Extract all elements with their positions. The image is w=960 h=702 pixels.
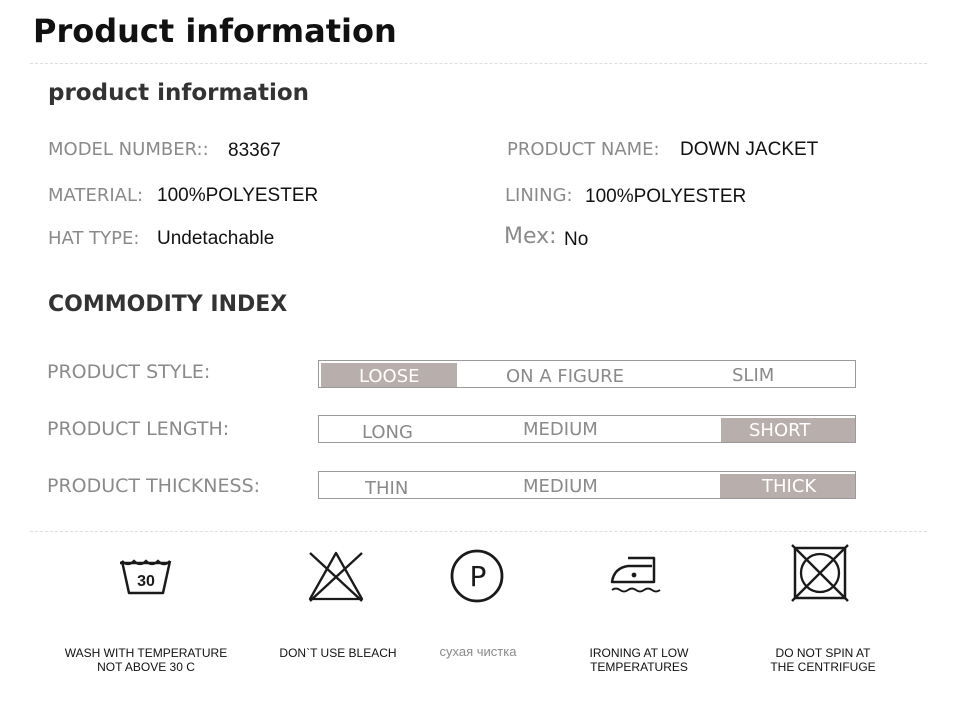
style-option-on-a-figure: ON A FIGURE (506, 366, 625, 387)
lining-value: 100%POLYESTER (585, 186, 747, 207)
thickness-option-thin: THIN (365, 478, 409, 499)
thickness-option-medium: MEDIUM (523, 476, 598, 497)
care-divider (30, 531, 927, 532)
product-length-label: PRODUCT LENGTH: (47, 418, 230, 440)
product-thickness-scale (318, 471, 856, 499)
product-name-value: DOWN JACKET (680, 139, 819, 160)
svg-text:P: P (469, 560, 487, 593)
lining-label: LINING: (505, 185, 573, 206)
care-caption-bleach: DON`T USE BLEACH (279, 646, 397, 660)
mex-label: Mex: (504, 224, 557, 249)
length-option-short: SHORT (721, 418, 855, 442)
product-style-scale (318, 360, 856, 388)
product-info-heading: product information (48, 80, 310, 106)
care-caption-wash: WASH WITH TEMPERATURE NOT ABOVE 30 C (64, 646, 228, 674)
dry-clean-p-icon (445, 544, 509, 608)
commodity-index-heading: COMMODITY INDEX (48, 292, 288, 317)
model-number-label: MODEL NUMBER:: (48, 139, 209, 160)
style-option-slim: SLIM (732, 365, 775, 386)
model-number-value: 83367 (228, 140, 281, 161)
style-option-loose: LOOSE (321, 363, 457, 387)
product-style-label: PRODUCT STYLE: (47, 361, 211, 383)
hat-type-value: Undetachable (157, 228, 275, 249)
material-label: MATERIAL: (48, 185, 144, 206)
wash-30-icon (114, 545, 178, 609)
length-option-medium: MEDIUM (523, 419, 598, 440)
length-option-long: LONG (362, 422, 413, 443)
care-caption-spin: DO NOT SPIN AT THE CENTRIFUGE (770, 646, 876, 674)
page-title: Product information (33, 12, 397, 50)
svg-text:30: 30 (137, 573, 155, 590)
mex-value: No (564, 229, 589, 250)
care-caption-iron: IRONING AT LOW TEMPERATURES (589, 646, 689, 674)
hat-type-label: HAT TYPE: (48, 228, 140, 249)
no-spin-icon (787, 542, 851, 606)
iron-low-icon (604, 544, 668, 608)
product-thickness-label: PRODUCT THICKNESS: (47, 475, 261, 497)
no-bleach-icon (304, 545, 368, 609)
care-caption-dry-clean: сухая чистка (439, 644, 517, 659)
product-name-label: PRODUCT NAME: (507, 139, 660, 160)
material-value: 100%POLYESTER (157, 185, 319, 206)
thickness-option-thick: THICK (720, 474, 855, 498)
header-divider (30, 63, 927, 64)
product-length-scale (318, 415, 856, 443)
